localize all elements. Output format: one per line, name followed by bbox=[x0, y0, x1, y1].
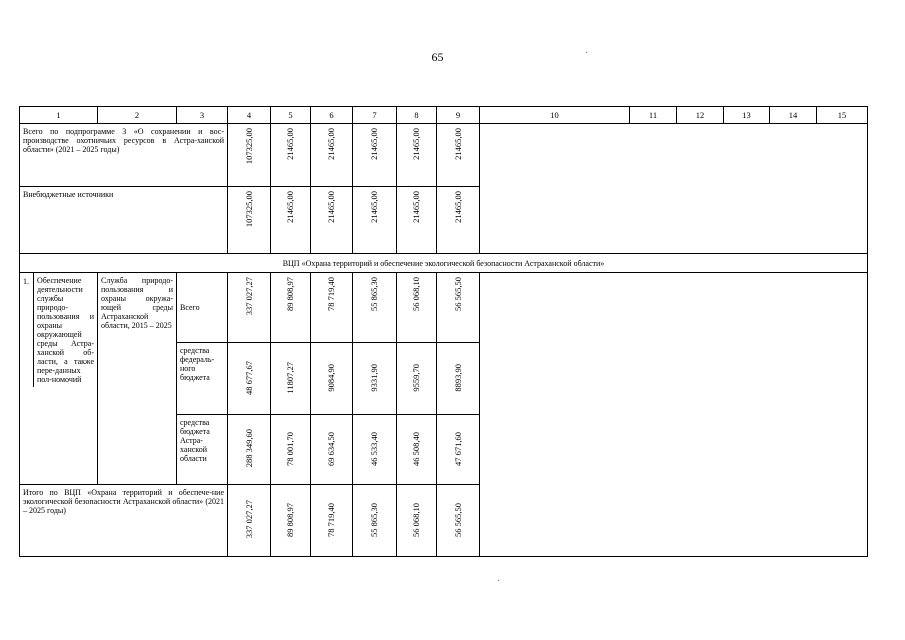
source-label: средства бюджета Астра-ханской области bbox=[180, 418, 210, 463]
value-cell: 21465,00 bbox=[285, 191, 295, 223]
value-cell: 9084,90 bbox=[326, 363, 336, 392]
subprogram-total-label: Всего по подпрограмме 3 «О сохранении и вос-производстве охотничьих ресурсов в Астра-ханской области» (2021 – 2025 годы) bbox=[23, 127, 224, 154]
value-cell: 8893,90 bbox=[452, 363, 463, 392]
column-header: 2 bbox=[98, 107, 177, 124]
column-header: 9 bbox=[437, 107, 480, 124]
source-label: Всего bbox=[177, 273, 228, 343]
value-cell: 107325,00 bbox=[243, 128, 254, 165]
value-cell: 11807,27 bbox=[285, 361, 295, 394]
item-number: 1. bbox=[20, 273, 34, 387]
value-cell: 288 349,60 bbox=[243, 429, 254, 468]
value-cell: 21465,00 bbox=[411, 128, 421, 160]
value-cell: 56 068,10 bbox=[411, 277, 421, 311]
value-cell: 69 634,50 bbox=[326, 431, 336, 466]
column-header: 4 bbox=[228, 107, 271, 124]
column-header: 13 bbox=[724, 107, 770, 124]
column-header: 10 bbox=[480, 107, 630, 124]
column-header: 7 bbox=[353, 107, 397, 124]
value-cell: 55 865,30 bbox=[369, 277, 379, 311]
value-cell: 56 565,50 bbox=[452, 277, 463, 311]
value-cell: 46 533,40 bbox=[369, 431, 379, 466]
value-cell: 337 027,27 bbox=[243, 277, 254, 316]
subprogram-total-row bbox=[20, 124, 868, 187]
value-cell: 78 719,40 bbox=[326, 502, 336, 537]
item-executor: Служба природо-пользования и охраны окружа-ющей среды Астраханской области, 2015 – 2025 bbox=[101, 276, 173, 330]
value-cell: 48 677,67 bbox=[243, 360, 254, 395]
budget-table bbox=[19, 106, 868, 557]
value-cell: 56 068,10 bbox=[411, 502, 421, 537]
value-cell: 337 027,27 bbox=[243, 500, 254, 539]
value-cell: 89 808,97 bbox=[285, 502, 295, 537]
vcp-title-row bbox=[20, 254, 868, 273]
item-name: Обеспечение деятельности службы природо-пользования и охраны окружающей среды Астра-ханской об-ласти, а также пере-данных пол-номочий bbox=[37, 276, 94, 384]
value-cell: 78 719,40 bbox=[326, 277, 336, 311]
value-cell: 46 508,40 bbox=[411, 431, 421, 466]
column-header: 5 bbox=[271, 107, 311, 124]
value-cell: 107325,00 bbox=[243, 191, 254, 228]
value-cell: 21465,00 bbox=[285, 128, 295, 160]
vcp-total-label: Итого по ВЦП «Охрана территорий и обеспече-ние экологической безопасности Астраханской области» (2021 – 2025 годы) bbox=[23, 488, 224, 515]
vcp-title: ВЦП «Охрана территорий и обеспечение экологической безопасности Астраханской области» bbox=[20, 254, 868, 273]
value-cell: 21465,00 bbox=[452, 191, 463, 223]
value-cell: 21465,00 bbox=[411, 191, 421, 223]
off-budget-label: Внебюджетные источники bbox=[23, 190, 114, 199]
value-cell: 9559,70 bbox=[411, 363, 421, 392]
column-number-row bbox=[20, 107, 868, 124]
value-cell: 21465,00 bbox=[326, 128, 336, 160]
item-row-total bbox=[20, 273, 868, 343]
column-header: 8 bbox=[397, 107, 437, 124]
value-cell: 89 808,97 bbox=[285, 277, 295, 311]
column-header: 1 bbox=[20, 107, 98, 124]
value-cell: 55 865,30 bbox=[369, 502, 379, 537]
column-header: 12 bbox=[677, 107, 724, 124]
value-cell: 21465,00 bbox=[369, 191, 379, 223]
column-header: 11 bbox=[630, 107, 677, 124]
value-cell: 9331,90 bbox=[369, 363, 379, 392]
column-header: 3 bbox=[177, 107, 228, 124]
empty-cell bbox=[480, 273, 868, 557]
page-number: 65 bbox=[431, 50, 444, 64]
source-label: средства федераль-ного бюджета bbox=[180, 346, 215, 382]
value-cell: 21465,00 bbox=[452, 128, 463, 160]
value-cell: 56 565,50 bbox=[452, 502, 463, 537]
empty-cell bbox=[480, 124, 868, 254]
value-cell: 47 671,60 bbox=[452, 431, 463, 466]
value-cell: 21465,00 bbox=[369, 128, 379, 160]
value-cell: 21465,00 bbox=[326, 191, 336, 223]
column-header: 6 bbox=[311, 107, 353, 124]
value-cell: 78 001,70 bbox=[285, 431, 295, 466]
column-header: 15 bbox=[817, 107, 868, 124]
column-header: 14 bbox=[770, 107, 817, 124]
scan-speck bbox=[586, 52, 587, 53]
scan-speck bbox=[498, 580, 499, 581]
